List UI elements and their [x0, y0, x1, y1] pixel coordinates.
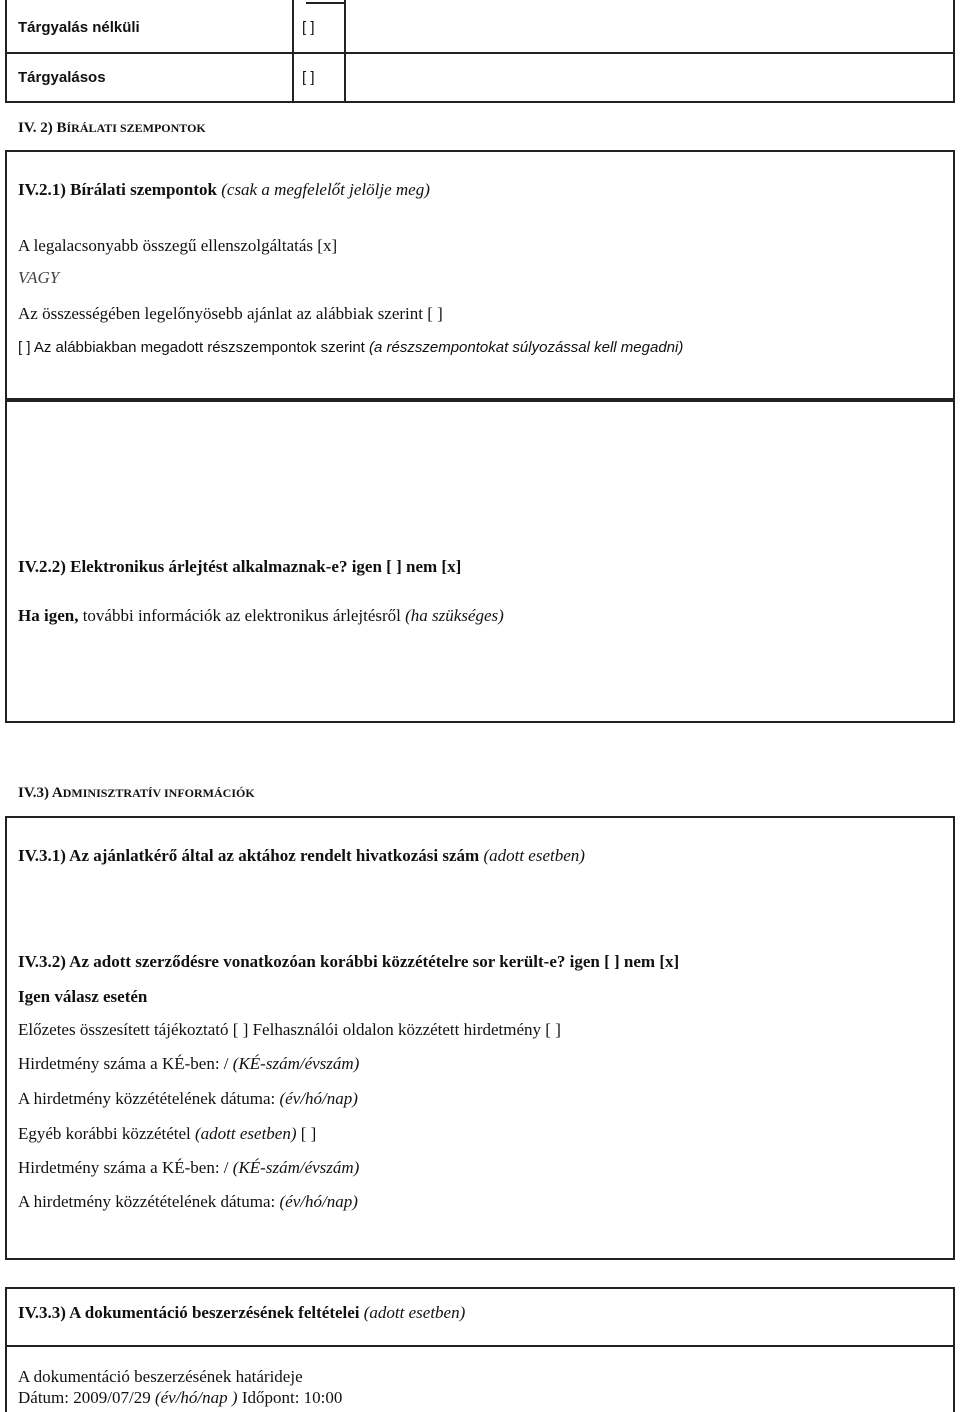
- reference-number-text: IV.3.1) Az ajánlatkérő által az aktához rendelt hivatkozási szám: [18, 846, 480, 865]
- documentation-deadline-label: A dokumentáció beszerzésének határideje: [18, 1367, 303, 1386]
- notice-date-line-2: [18, 1192, 358, 1212]
- criteria-or: VAGY: [18, 268, 60, 287]
- reference-number-note: (adott esetben): [483, 846, 585, 865]
- documentation-deadline-date: [18, 1388, 342, 1408]
- previous-publication-title: IV.3.2) Az adott szerződésre vonatkozóan korábbi közzétételre sor került-e? igen [ ] nem [x]: [18, 952, 680, 971]
- notice-date-text-1: A hirdetmény közzétételének dátuma:: [18, 1089, 280, 1108]
- other-publication-line: [18, 1124, 316, 1144]
- section-iv3-heading-prefix: IV.3) A: [18, 785, 63, 801]
- notice-number-line-2: [18, 1158, 359, 1178]
- criteria-title-text: IV.2.1) Bírálati szempontok: [18, 180, 217, 199]
- documentation-title: [18, 1303, 465, 1323]
- deadline-date-text: Dátum: 2009/07/29: [18, 1388, 155, 1407]
- criteria-title: [18, 180, 430, 200]
- notice-number-text-1: Hirdetmény száma a KÉ-ben: /: [18, 1054, 233, 1073]
- eauction-info-note: (ha szükséges): [405, 606, 504, 625]
- procedure-row1-checkbox[interactable]: [ ]: [302, 19, 315, 36]
- notice-number-note-1: (KÉ-szám/évszám): [232, 1054, 360, 1073]
- notice-date-text-2: A hirdetmény közzétételének dátuma:: [18, 1192, 280, 1211]
- notice-number-note-2: (KÉ-szám/évszám): [232, 1158, 360, 1177]
- criteria-subcriteria: [18, 338, 683, 358]
- criteria-most-advantageous: Az összességében legelőnyösebb ajánlat az alábbiak szerint [ ]: [18, 304, 443, 323]
- notice-date-line-1: [18, 1089, 358, 1109]
- criteria-lowest-price: A legalacsonyabb összegű ellenszolgáltatás [x]: [18, 236, 338, 255]
- procedure-row2-checkbox[interactable]: [ ]: [302, 69, 315, 86]
- documentation-divider: [5, 1345, 955, 1347]
- notice-number-text-2: Hirdetmény száma a KÉ-ben: /: [18, 1158, 233, 1177]
- notice-date-note-2: (év/hó/nap): [279, 1192, 358, 1211]
- eauction-info-text: további információk az elektronikus árlejtésről: [78, 606, 401, 625]
- section-iv3-heading-rest: DMINISZTRATÍV INFORMÁCIÓK: [62, 786, 255, 800]
- documentation-title-note: (adott esetben): [363, 1303, 466, 1322]
- section-iv2-heading: [18, 118, 206, 138]
- previous-publication-answer: Igen válasz esetén: [18, 987, 148, 1006]
- eauction-info-bold: Ha igen,: [18, 606, 79, 625]
- table-bottom-rule: [5, 101, 955, 103]
- eauction-title: IV.2.2) Elektronikus árlejtést alkalmaznak-e? igen [ ] nem [x]: [18, 557, 462, 576]
- section-iv3-heading: [18, 783, 255, 803]
- criteria-subcriteria-text: [ ] Az alábbiakban megadott részszempontok szerint: [18, 339, 365, 356]
- deadline-date-note: (év/hó/nap ): [154, 1388, 238, 1407]
- notice-date-note-1: (év/hó/nap): [279, 1089, 358, 1108]
- procedure-row1-label: Tárgyalás nélküli: [18, 19, 140, 36]
- section-iv2-heading-rest: ÍRÁLATI SZEMPONTOK: [66, 121, 206, 135]
- other-publication-text: Egyéb korábbi közzététel: [18, 1124, 196, 1143]
- deadline-time-text: Időpont: 10:00: [237, 1388, 343, 1407]
- other-publication-checkbox[interactable]: [ ]: [296, 1124, 317, 1143]
- eauction-info: [18, 606, 504, 626]
- table-row-rule: [5, 52, 955, 54]
- publication-type-line: Előzetes összesített tájékoztató [ ] Felhasználói oldalon közzétett hirdetmény [ ]: [18, 1020, 561, 1039]
- procedure-row2-label: Tárgyalásos: [18, 69, 106, 86]
- other-publication-note: (adott esetben): [195, 1124, 297, 1143]
- table-top-cap: [306, 2, 344, 4]
- documentation-title-text: IV.3.3) A dokumentáció beszerzésének feltételei: [18, 1303, 360, 1322]
- section-iv2-heading-prefix: IV. 2) B: [18, 120, 67, 136]
- notice-number-line-1: [18, 1054, 359, 1074]
- criteria-title-note: (csak a megfelelőt jelölje meg): [221, 180, 430, 199]
- criteria-subcriteria-note: (a részszempontokat súlyozással kell megadni): [369, 339, 684, 356]
- reference-number-title: [18, 846, 585, 866]
